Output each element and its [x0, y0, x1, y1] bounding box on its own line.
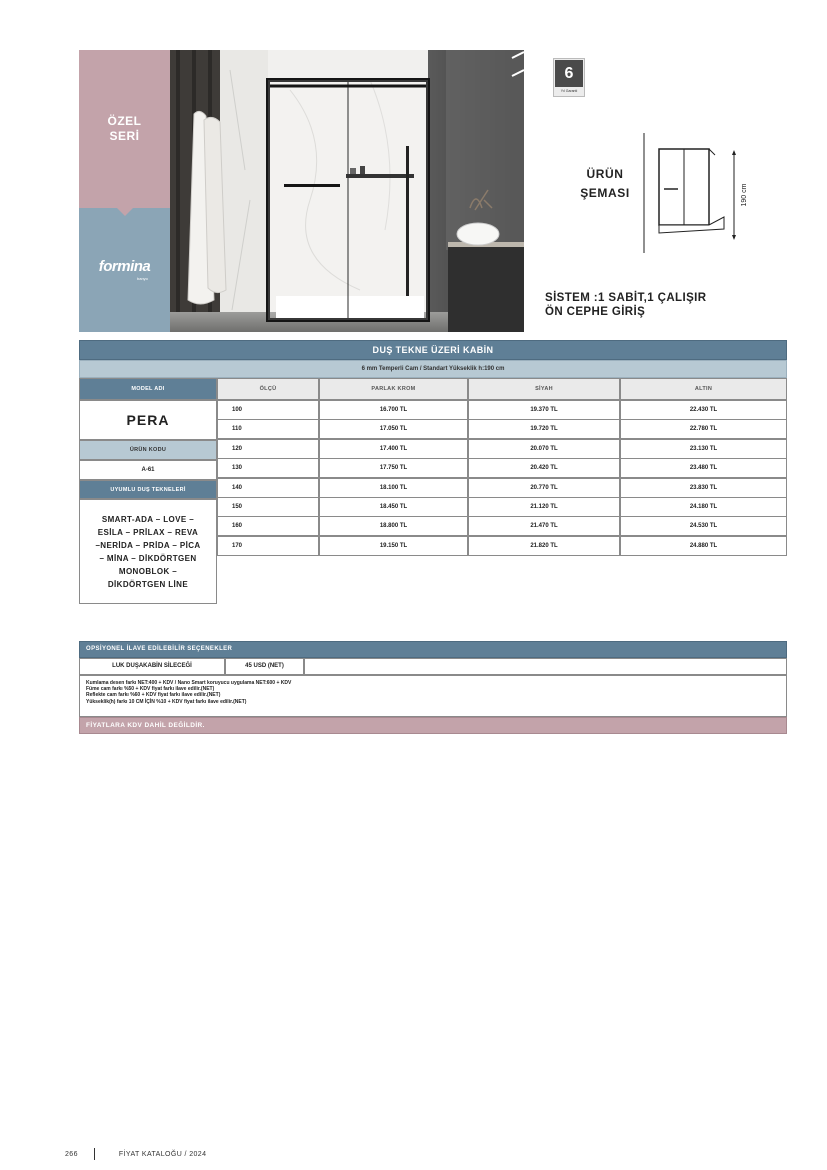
price-cell-chrome: 18.450 TL	[319, 497, 468, 517]
page-footer	[65, 1148, 206, 1160]
compat-label: UYUMLU DUŞ TEKNELERİ	[79, 480, 217, 499]
note-line: Kumlama desen farkı NET:400 + KDV / Nano Smart koruyucu uygulama NET:600 + KDV	[86, 680, 292, 686]
option-item-label: LUK DUŞAKABİN SİLECEĞİ	[79, 658, 225, 675]
price-cell-gold: 23.480 TL	[620, 458, 787, 478]
price-cell-gold: 22.430 TL	[620, 400, 787, 420]
footer-divider	[94, 1148, 95, 1160]
price-cell-chrome: 18.800 TL	[319, 516, 468, 536]
catalog-title: FİYAT KATALOĞU / 2024	[118, 1150, 207, 1158]
price-cell-black: 19.370 TL	[468, 400, 620, 420]
price-cell-black: 21.820 TL	[468, 536, 620, 556]
table-subtitle: 6 mm Temperli Cam / Standart Yükseklik h:190 cm	[79, 360, 787, 378]
product-schema-label: ÜRÜN ŞEMASI	[580, 167, 630, 200]
product-code: A-61	[79, 460, 217, 480]
model-name: PERA	[79, 400, 217, 440]
price-cell-size: 100	[217, 400, 319, 420]
header-black: SİYAH	[468, 378, 620, 400]
note-line: Yükseklik(h) farkı 10 CM İÇİN %10 + KDV fiyat farkı ilave edilir.(NET)	[86, 698, 247, 705]
header-gold: ALTIN	[620, 378, 787, 400]
shower-cabin-photo	[170, 50, 524, 332]
warranty-number: 6	[555, 60, 583, 87]
compat-list: SMART-ADA – LOVE – ESİLA – PRİLAX – REVA –NERİDA – PRİDA – PİCA – MİNA – DİKDÖRTGEN MONOBLOK – DİKDÖRTGEN LİNE	[79, 499, 217, 604]
price-cell-black: 20.070 TL	[468, 439, 620, 459]
price-cell-gold: 24.530 TL	[620, 516, 787, 536]
product-schema-drawing	[640, 133, 750, 253]
system-description: SİSTEM :1 SABİT,1 ÇALIŞIR ÖN CEPHE GİRİŞ	[545, 292, 707, 318]
price-cell-gold: 24.880 TL	[620, 536, 787, 556]
page-number: 266	[65, 1150, 78, 1158]
price-cell-size: 150	[217, 497, 319, 517]
vat-notice: FİYATLARA KDV DAHİL DEĞİLDİR.	[79, 717, 787, 734]
panel-notch	[117, 208, 133, 216]
price-cell-black: 20.420 TL	[468, 458, 620, 478]
options-notes	[79, 675, 787, 717]
price-cell-chrome: 16.700 TL	[319, 400, 468, 420]
price-cell-black: 19.720 TL	[468, 419, 620, 439]
table-title: DUŞ TEKNE ÜZERİ KABİN	[79, 340, 787, 360]
price-cell-size: 160	[217, 516, 319, 536]
price-cell-size: 140	[217, 478, 319, 498]
note-line: Reflekte cam farkı %60 + KDV fiyat farkı ilave edilir.(NET)	[86, 692, 221, 699]
options-title: OPSİYONEL İLAVE EDİLEBİLİR SEÇENEKLER	[79, 641, 787, 658]
header-model: MODEL ADI	[79, 378, 217, 400]
price-cell-black: 21.470 TL	[468, 516, 620, 536]
price-cell-size: 120	[217, 439, 319, 459]
price-cell-chrome: 17.050 TL	[319, 419, 468, 439]
price-cell-black: 21.120 TL	[468, 497, 620, 517]
price-cell-chrome: 17.750 TL	[319, 458, 468, 478]
note-line: Füme cam farkı %50 + KDV fiyat farkı ilave edilir.(NET)	[86, 686, 215, 693]
price-cell-gold: 23.130 TL	[620, 439, 787, 459]
price-cell-size: 110	[217, 419, 319, 439]
product-code-label: ÜRÜN KODU	[79, 440, 217, 460]
schema-height: 190 cm	[741, 183, 748, 207]
series-label: ÖZEL SERİ	[107, 114, 142, 143]
price-cell-gold: 23.830 TL	[620, 478, 787, 498]
price-cell-gold: 24.180 TL	[620, 497, 787, 517]
price-cell-size: 170	[217, 536, 319, 556]
brand-logo: formina	[98, 258, 151, 275]
warranty-badge	[553, 58, 585, 97]
price-cell-size: 130	[217, 458, 319, 478]
option-item-price: 45 USD (NET)	[225, 658, 304, 675]
price-cell-chrome: 18.100 TL	[319, 478, 468, 498]
price-cell-gold: 22.780 TL	[620, 419, 787, 439]
price-cell-chrome: 17.400 TL	[319, 439, 468, 459]
warranty-text: Yıl Garanti	[560, 89, 578, 93]
option-item-blank	[304, 658, 787, 675]
price-cell-chrome: 19.150 TL	[319, 536, 468, 556]
header-size: ÖLÇÜ	[217, 378, 319, 400]
brand-sub: banyo	[137, 276, 148, 281]
header-chrome: PARLAK KROM	[319, 378, 468, 400]
hero-banner	[79, 50, 524, 332]
price-cell-black: 20.770 TL	[468, 478, 620, 498]
